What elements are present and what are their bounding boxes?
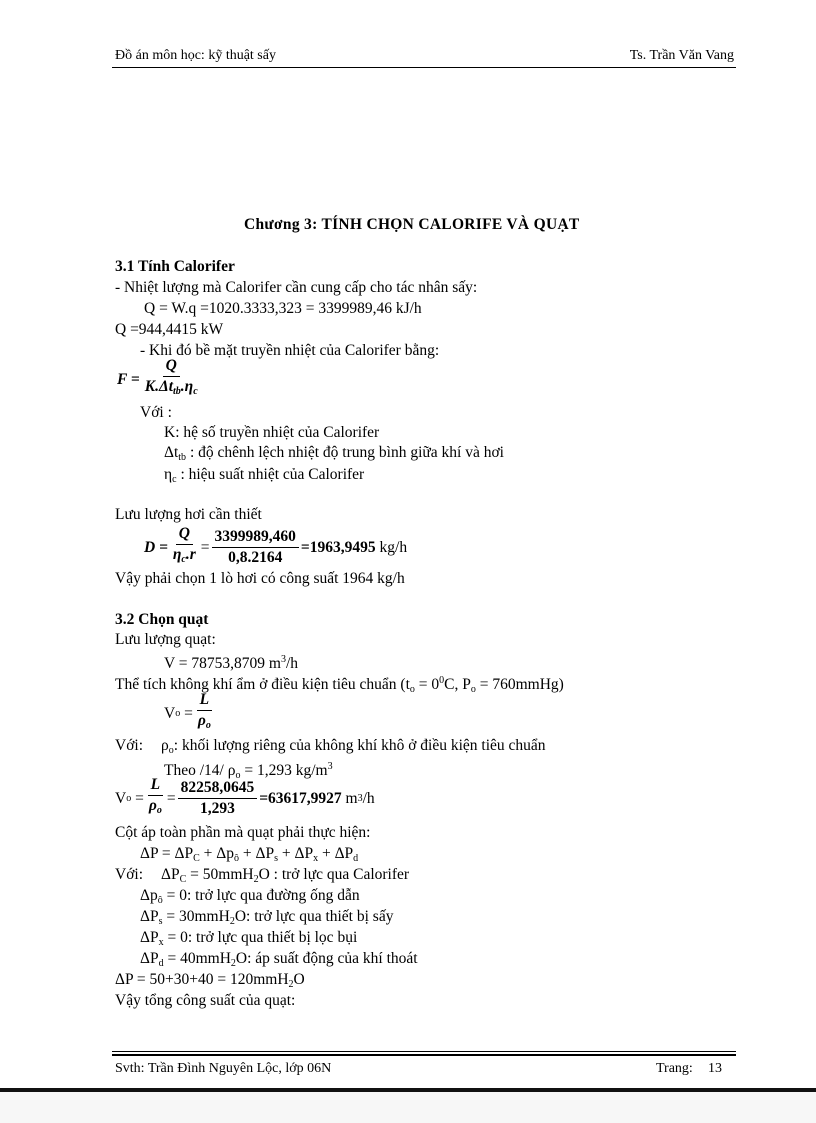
f-fraction xyxy=(142,356,201,402)
q-equation: Q = W.q =1020.3333,323 = 3399989,46 kJ/h xyxy=(144,300,422,317)
vo-formula: V o = $\frac{L}{\rho_o}$ xyxy=(164,690,216,736)
header-right: Ts. Trần Văn Vang xyxy=(629,48,734,63)
pressure-label: Cột áp toàn phần mà quạt phải thực hiện: xyxy=(115,824,371,841)
f-lhs: F = xyxy=(117,370,140,388)
dps-line: $\Delta P_s = 30mmH_2O$: trở lực qua thiết bị sấy xyxy=(140,908,394,927)
d-fraction-2: $\frac{3399989,460}{0,8.2164}$ xyxy=(212,527,299,568)
area-text: - Khi đó bề mặt truyền nhiệt của Calorifer bằng: xyxy=(140,342,440,359)
eta-definition: $\eta_c$ : hiệu suất nhiệt của Calorifer xyxy=(164,466,365,485)
chapter-title: Chương 3: TÍNH CHỌN CALORIFE VÀ QUẠT xyxy=(244,216,580,233)
vo-fraction: $\frac{L}{\rho_o}$ xyxy=(197,691,211,731)
dpc-line: Với: $\Delta P_C = 50mmH_2O$ : trở lực qua Calorifer xyxy=(115,866,410,885)
choose-boiler: Vậy phải chọn 1 lò hơi có công suất 1964 kg/h xyxy=(115,570,405,587)
heat-intro: - Nhiệt lượng mà Calorifer cần cung cấp cho tác nhân sấy: xyxy=(115,279,478,296)
dpo-line: $\Delta p_ô = 0$: trở lực qua đường ống dẫn xyxy=(140,887,360,906)
q-kw: Q =944,4415 kW xyxy=(115,321,224,338)
dpx-line: $\Delta P_x = 0$: trở lực qua thiết bị lọc bụi xyxy=(140,929,358,948)
vo2-fraction-2: $\frac{82258,0645}{1,293}$ xyxy=(178,778,258,819)
k-definition: K: hệ số truyền nhiệt của Calorifer xyxy=(164,424,380,441)
vo2-fraction-1: $\frac{L}{\rho_o}$ xyxy=(148,776,162,816)
rho-value: Theo /14/ $\rho_o = 1,293$ $kg/m^3$ xyxy=(164,761,333,781)
vo2-result: =63617,9927 xyxy=(259,789,342,807)
d-fraction-1: $\frac{Q}{\eta_c.r}$ xyxy=(172,525,196,565)
vo-computed-formula: V o = $\frac{L}{\rho_o}$ = $\frac{82258,0645}{1,293}$ =63617,9927 m 3 /h xyxy=(115,775,375,821)
footer-left: Svth: Trần Đình Nguyên Lộc, lớp 06N xyxy=(115,1061,332,1076)
dt-definition: $\Delta t_{tb}$ : độ chênh lệch nhiệt độ trung bình giữa khí và hơi xyxy=(164,444,504,463)
rho-definition: Với: $\rho_o$: khối lượng riêng của không khí khô ở điều kiện tiêu chuẩn xyxy=(115,737,546,756)
d-lhs: D = xyxy=(144,538,168,556)
d-formula: D = $\frac{Q}{\eta_c.r}$ = $\frac{3399989,460}{0,8.2164}$ =1963,9495 kg/h xyxy=(144,524,407,570)
section-heading-3-1: 3.1 Tính Calorifer xyxy=(115,258,235,275)
f-denominator: $K.\Delta t_{tb}.\eta_c$ xyxy=(144,378,198,397)
footer-rule-top xyxy=(112,1051,736,1052)
steam-heading: Lưu lượng hơi cần thiết xyxy=(115,506,262,523)
dp-total: ΔP = 50+30+40 = 120mmH$_2$O xyxy=(115,971,305,990)
v-equation: V = 78753,8709 $m^3/h$ xyxy=(164,654,299,672)
page-bottom-margin xyxy=(0,1092,816,1123)
standard-volume-text: Thể tích không khí ẩm ở điều kiện tiêu chuẩn ($t_o = 0^0C$, $P_o$ = 760mmHg) xyxy=(115,675,564,695)
f-numerator: Q xyxy=(163,356,180,377)
dp-sum: $\Delta P = \Delta P_C + \Delta p_ô + \Delta P_s + \Delta P_x + \Delta P_d$ xyxy=(140,845,359,864)
footer-page-label: Trang: xyxy=(656,1061,693,1076)
f-formula xyxy=(117,356,203,402)
header-rule xyxy=(112,67,736,68)
d-result: =1963,9495 xyxy=(300,538,376,556)
dpd-line: $\Delta P_d = 40mmH_2O$: áp suất động của khí thoát xyxy=(140,950,418,969)
fan-flow-label: Lưu lượng quạt: xyxy=(115,631,216,648)
with-label: Với : xyxy=(140,404,172,421)
footer-page-number: 13 xyxy=(708,1061,722,1076)
header-left: Đồ án môn học: kỹ thuật sấy xyxy=(115,48,276,63)
section-heading-3-2: 3.2 Chọn quạt xyxy=(115,611,209,628)
footer-rule-bottom xyxy=(112,1054,736,1056)
fan-power-label: Vậy tổng công suất của quạt: xyxy=(115,992,296,1009)
